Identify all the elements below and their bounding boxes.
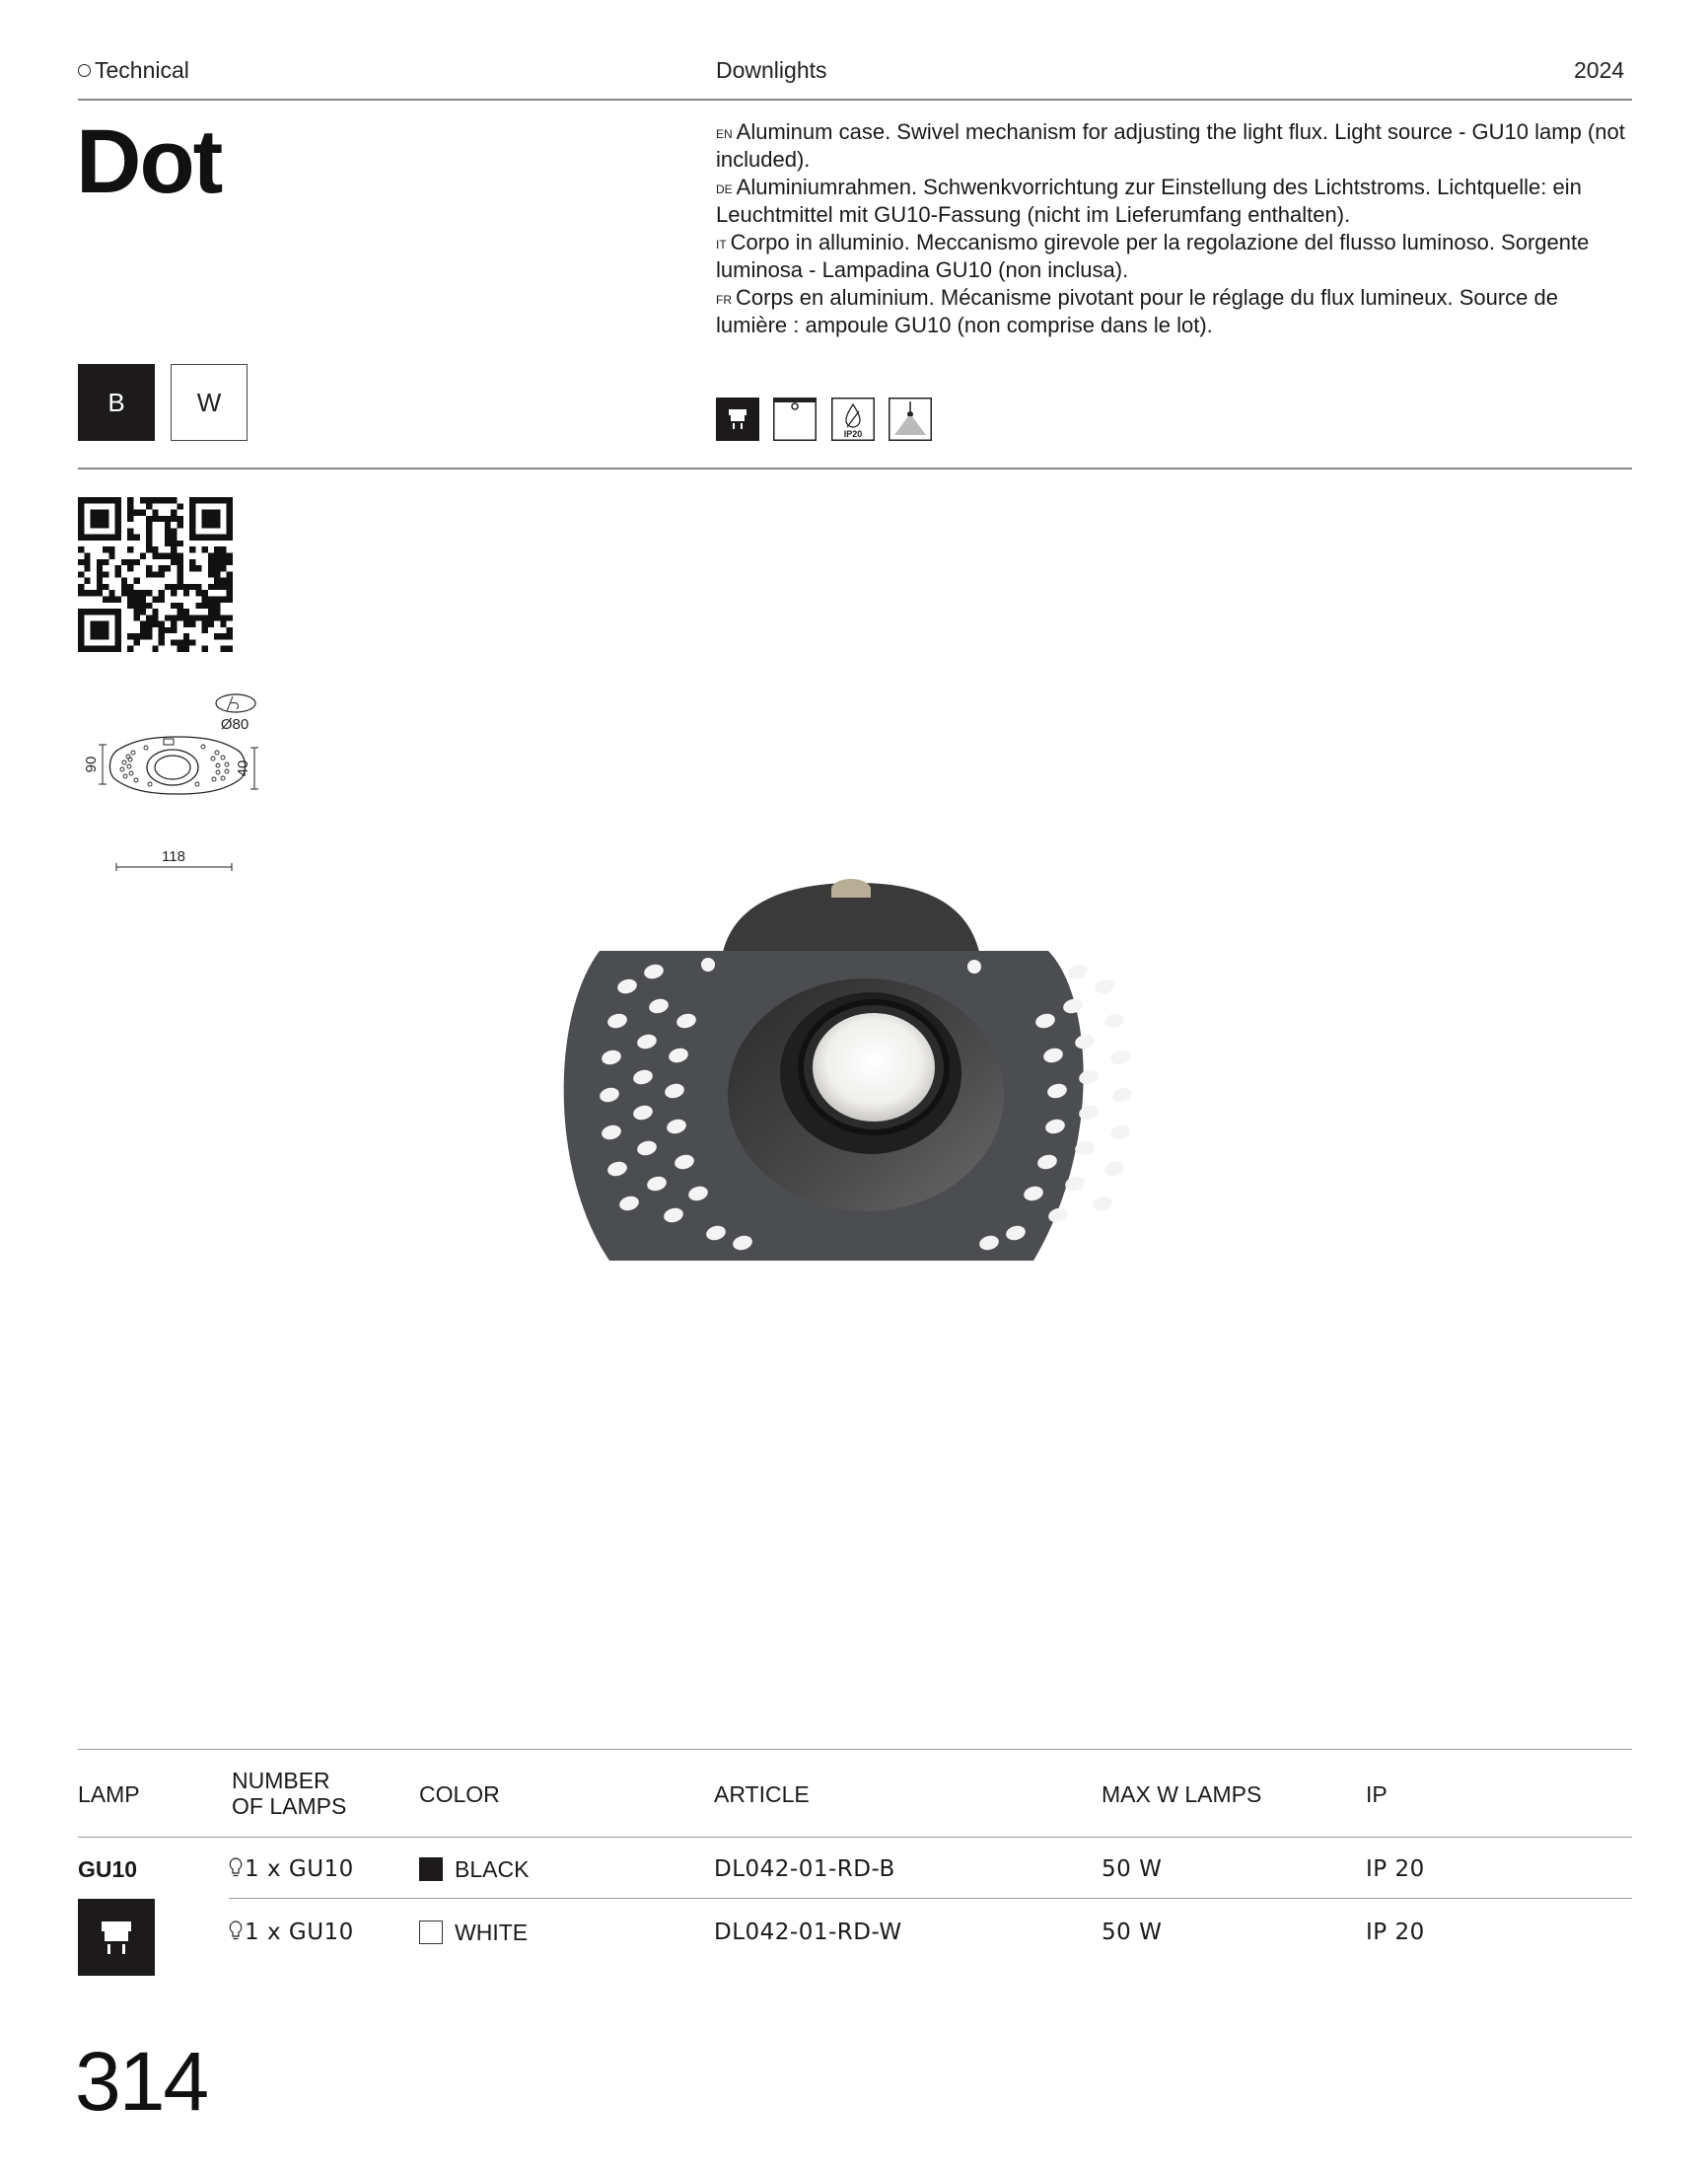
ip20-icon-label: IP20 <box>843 429 863 439</box>
bulb-icon <box>229 1920 245 1945</box>
gu10-lamp-icon <box>78 1899 155 1976</box>
color-swatch-black <box>419 1857 443 1881</box>
col-header-max-w: MAX W LAMPS <box>1102 1781 1262 1807</box>
year-label: 2024 <box>1574 57 1625 83</box>
color-option-white[interactable]: W <box>171 364 248 441</box>
description-fr: $^{FR}$ Corps en aluminium. Mécanisme pivotant pour le réglage du flux lumineux. Source de lumière : ampoule GU10 (non comprise dans le lot). <box>716 285 1558 337</box>
table-row-1-number: 1 x GU10 <box>229 1856 354 1882</box>
table-header-rule <box>78 1837 1632 1838</box>
circle-bullet-icon <box>78 64 91 77</box>
table-row-1-max-w: 50 W <box>1102 1856 1163 1882</box>
height-visible-dimension: 40 <box>235 760 251 777</box>
section-label <box>78 57 189 84</box>
col-header-ip: IP <box>1366 1781 1388 1807</box>
col-header-number: NUMBER OF LAMPS <box>232 1768 347 1819</box>
height-total-dimension: 90 <box>83 756 100 773</box>
table-row-1-ip: IP 20 <box>1366 1856 1425 1882</box>
cutout-icon <box>216 694 255 712</box>
dimension-drawing <box>79 693 276 871</box>
col-header-article: ARTICLE <box>714 1781 810 1807</box>
product-description <box>716 118 1633 339</box>
description-de: $^{DE}$ Aluminiumrahmen. Schwenkvorrichtung zur Einstellung des Lichtstroms. Lichtquelle: ein Leuchtmittel mit GU10-Fassung (nicht im Lieferumfang enthalten). <box>716 175 1582 227</box>
table-row-rule <box>229 1898 1632 1899</box>
section-text: Technical <box>95 57 189 83</box>
qr-code[interactable] <box>78 497 233 652</box>
section-divider <box>78 468 1632 470</box>
table-row-2-number: 1 x GU10 <box>229 1920 354 1945</box>
bulb-icon <box>229 1856 245 1882</box>
col-header-lamp: LAMP <box>78 1781 140 1807</box>
category-label: Downlights <box>716 57 827 83</box>
table-top-rule <box>78 1749 1632 1750</box>
color-swatch-white <box>419 1920 443 1944</box>
recessed-mount-icon <box>773 398 817 441</box>
col-header-color: COLOR <box>419 1781 500 1807</box>
header-divider <box>78 99 1632 101</box>
gu10-lamp-icon <box>716 398 759 441</box>
table-row-2-ip: IP 20 <box>1366 1920 1425 1945</box>
color-option-black[interactable]: B <box>78 364 155 441</box>
swivel-beam-icon <box>889 398 932 441</box>
table-row-2-article[interactable]: DL042-01-RD-W <box>714 1920 902 1945</box>
table-row-2-color: WHITE <box>419 1920 528 1946</box>
product-image <box>540 848 1172 1282</box>
table-row-2-max-w: 50 W <box>1102 1920 1163 1945</box>
page-number: 314 <box>75 2035 208 2128</box>
description-en: $^{EN}$ Aluminum case. Swivel mechanism for adjusting the light flux. Light source - GU10 lamp (not included). <box>716 119 1625 172</box>
ip20-icon <box>831 398 875 441</box>
table-row-1-color: BLACK <box>419 1856 529 1883</box>
width-dimension: 118 <box>162 848 185 865</box>
product-title: Dot <box>76 111 222 212</box>
description-it: $^{IT}$ Corpo in alluminio. Meccanismo girevole per la regolazione del flusso luminoso. Sorgente luminosa - Lampadina GU10 (non inclusa). <box>716 230 1590 282</box>
cutout-dimension: Ø80 <box>220 716 249 733</box>
lamp-type: GU10 <box>78 1856 138 1882</box>
table-row-1-article[interactable]: DL042-01-RD-B <box>714 1856 895 1882</box>
